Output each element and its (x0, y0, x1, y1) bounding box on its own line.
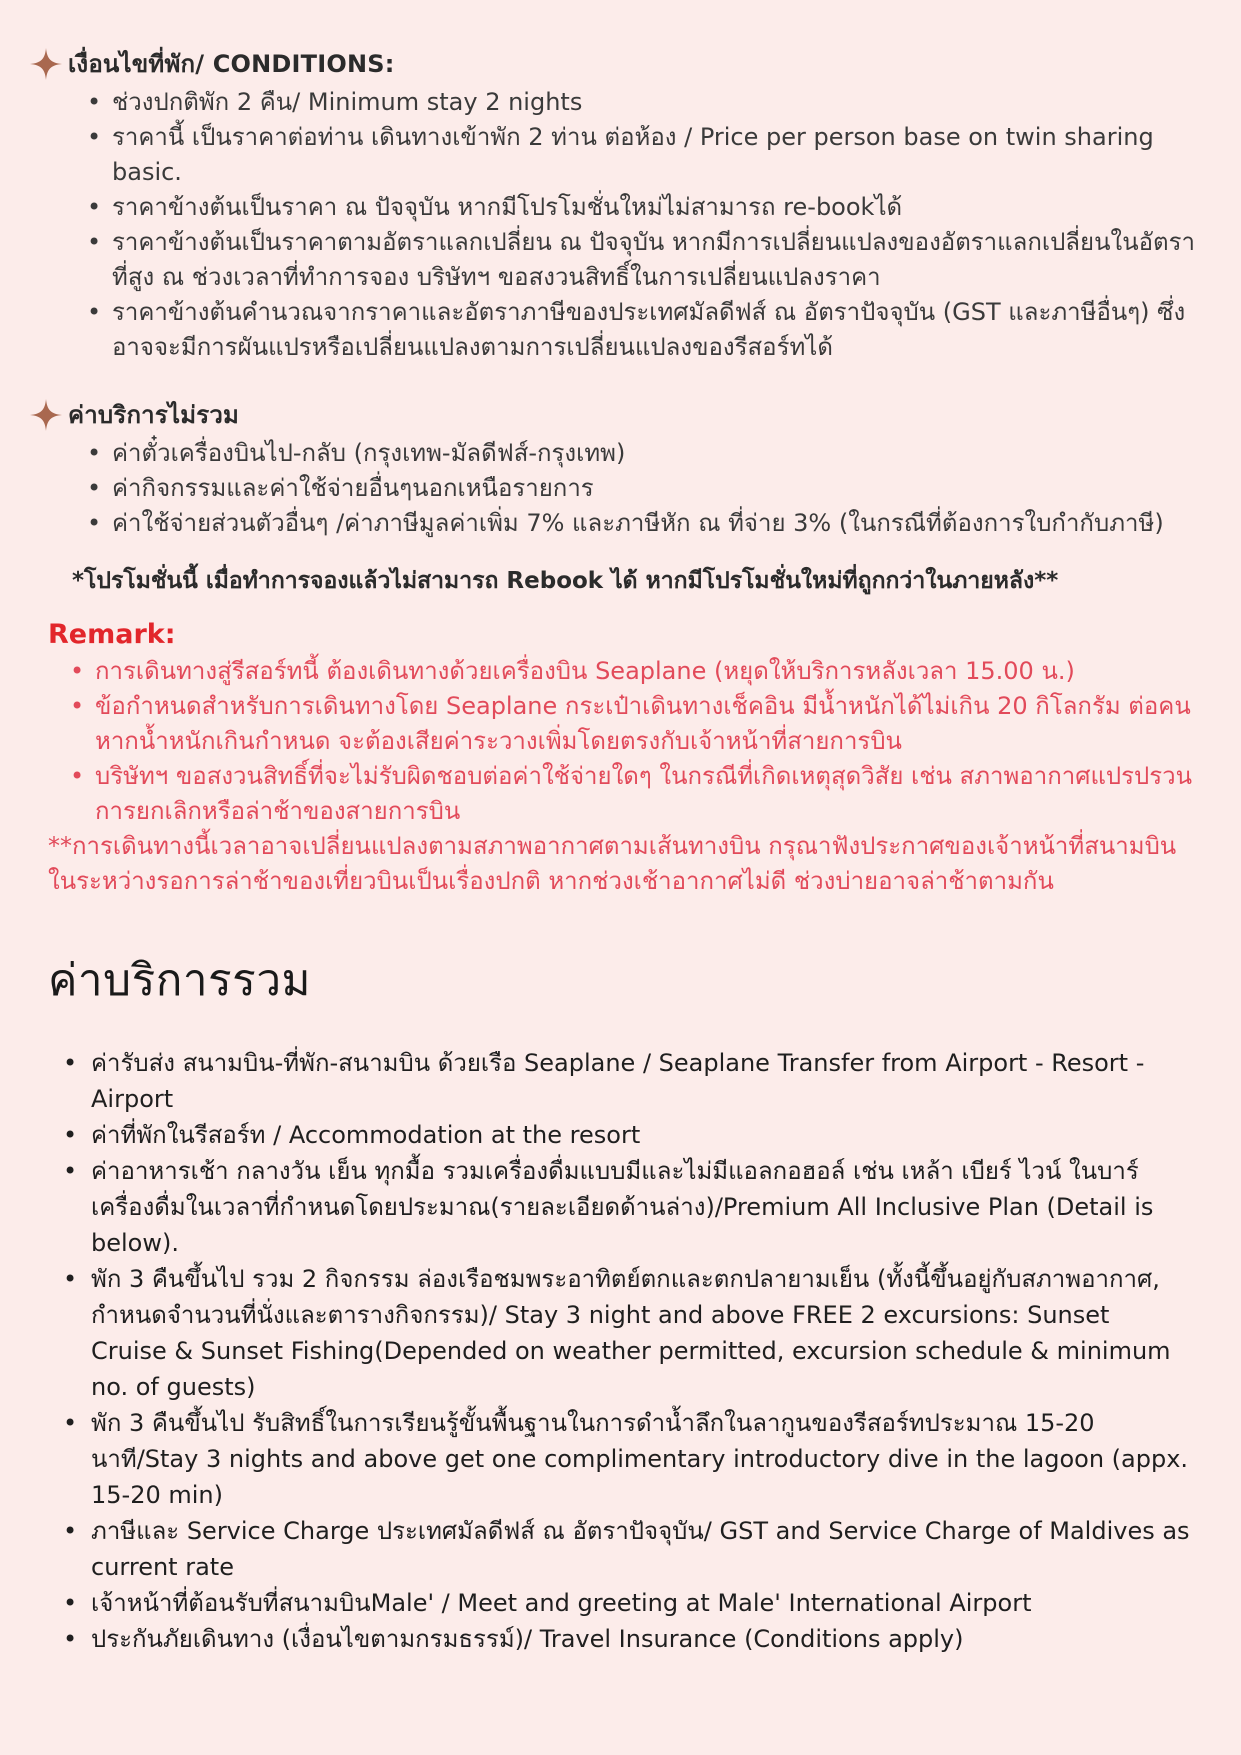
list-item: • ราคานี้ เป็นราคาต่อท่าน เดินทางเข้าพัก 2 ท่าน ต่อห้อง / Price per person base on twin sharing basic. (112, 120, 1201, 190)
list-item: • ราคาข้างต้นเป็นราคา ณ ปัจจุบัน หากมีโปรโมชั่นใหม่ไม่สามารถ re-bookได้ (112, 190, 1201, 225)
list-item: • ภาษีและ Service Charge ประเทศมัลดีฟส์ ณ อัตราปัจจุบัน/ GST and Service Charge of Maldives as current rate (91, 1513, 1201, 1585)
included-title: ค่าบริการรวม (48, 955, 312, 1006)
remark-list (28, 654, 1201, 829)
included-list (28, 1045, 1201, 1657)
excluded-header (28, 395, 1201, 434)
list-item: • ราคาข้างต้นคำนวณจากราคาและอัตราภาษีของประเทศมัลดีฟส์ ณ อัตราปัจจุบัน (GST และภาษีอื่นๆ) ซึ่งอาจจะมีการผันแปรหรือเปลี่ยนแปลงตามการเปลี่ยนแปลงของรีสอร์ทได้ (112, 295, 1201, 365)
excluded-title: ค่าบริการไม่รวม (68, 401, 240, 429)
excluded-list (28, 436, 1201, 541)
conditions-list (28, 85, 1201, 365)
list-item: • ช่วงปกติพัก 2 คืน/ Minimum stay 2 nights (112, 85, 1201, 120)
remark-footnote: **การเดินทางนี้เวลาอาจเปลี่ยนแปลงตามสภาพอากาศตามเส้นทางบิน กรุณาฟังประกาศของเจ้าหน้าที่สนามบินในระหว่างรอการล่าช้าของเที่ยวบินเป็นเรื่องปกติ หากช่วงเช้าอากาศไม่ดี ช่วงบ่ายอาจล่าช้าตามกัน (48, 832, 1177, 895)
list-item: • พัก 3 คืนขึ้นไป รับสิทธิ์ในการเรียนรู้ขั้นพื้นฐานในการดำน้ำลึกในลากูนของรีสอร์ทประมาณ 15-20 นาที/Stay 3 nights and above get one complimentary introductory dive in the lagoon (appx. 15-20 min) (91, 1405, 1201, 1513)
list-item: • ประกันภัยเดินทาง (เงื่อนไขตามกรมธรรม์)/ Travel Insurance (Conditions apply) (91, 1621, 1201, 1657)
sparkle-icon (28, 46, 64, 82)
list-item: • ค่ารับส่ง สนามบิน-ที่พัก-สนามบิน ด้วยเรือ Seaplane / Seaplane Transfer from Airport - Resort - Airport (91, 1045, 1201, 1117)
list-item: • ค่าตั๋วเครื่องบินไป-กลับ (กรุงเทพ-มัลดีฟส์-กรุงเทพ) (112, 436, 1201, 471)
list-item: • เจ้าหน้าที่ต้อนรับที่สนามบินMale' / Meet and greeting at Male' International Airport (91, 1585, 1201, 1621)
conditions-title: เงื่อนไขที่พัก/ CONDITIONS: (68, 50, 395, 78)
list-item: • บริษัทฯ ขอสงวนสิทธิ์ที่จะไม่รับผิดชอบต่อค่าใช้จ่ายใดๆ ในกรณีที่เกิดเหตุสุดวิสัย เช่น สภาพอากาศแปรปรวน การยกเลิกหรือล่าช้าของสายการบิน (95, 759, 1201, 829)
list-item: • ค่ากิจกรรมและค่าใช้จ่ายอื่นๆนอกเหนือรายการ (112, 471, 1201, 506)
list-item: • ค่าอาหารเช้า กลางวัน เย็น ทุกมื้อ รวมเครื่องดื่มแบบมีและไม่มีแอลกอฮอล์ เช่น เหล้า เบียร์ ไวน์ ในบาร์ เครื่องดื่มในเวลาที่กำหนดโดยประมาณ(รายละเอียดด้านล่าง)/Premium All Inclusive Plan (Detail is below). (91, 1153, 1201, 1261)
remark-title: Remark: (48, 619, 176, 650)
list-item: • ค่าที่พักในรีสอร์ท / Accommodation at the resort (91, 1117, 1201, 1153)
list-item: • ค่าใช้จ่ายส่วนตัวอื่นๆ /ค่าภาษีมูลค่าเพิ่ม 7% และภาษีหัก ณ ที่จ่าย 3% (ในกรณีที่ต้องการใบกำกับภาษี) (112, 506, 1201, 541)
list-item: • การเดินทางสู่รีสอร์ทนี้ ต้องเดินทางด้วยเครื่องบิน Seaplane (หยุดให้บริการหลังเวลา 15.00 น.) (95, 654, 1201, 689)
list-item: • ราคาข้างต้นเป็นราคาตามอัตราแลกเปลี่ยน ณ ปัจจุบัน หากมีการเปลี่ยนแปลงของอัตราแลกเปลี่ยนในอัตราที่สูง ณ ช่วงเวลาที่ทำการจอง บริษัทฯ ขอสงวนสิทธิ์ในการเปลี่ยนแปลงราคา (112, 225, 1201, 295)
list-item: • พัก 3 คืนขึ้นไป รวม 2 กิจกรรม ล่องเรือชมพระอาทิตย์ตกและตกปลายามเย็น (ทั้งนี้ขึ้นอยู่กับสภาพอากาศ, กำหนดจำนวนที่นั่งและตารางกิจกรรม)/ Stay 3 night and above FREE 2 excursions: Sunset Cruise & Sunset Fishing(Depended on weather permitted, excursion schedule & minimum no. of guests) (91, 1261, 1201, 1405)
conditions-header (28, 44, 1201, 83)
promo-note: *โปรโมชั่นนี้ เมื่อทำการจองแล้วไม่สามารถ Rebook ได้ หากมีโปรโมชั่นใหม่ที่ถูกกว่าในภายหลัง** (72, 568, 1059, 594)
list-item: • ข้อกำหนดสำหรับการเดินทางโดย Seaplane กระเป๋าเดินทางเช็คอิน มีน้ำหนักได้ไม่เกิน 20 กิโลกรัม ต่อคน หากน้ำหนักเกินกำหนด จะต้องเสียค่าระวางเพิ่มโดยตรงกับเจ้าหน้าที่สายการบิน (95, 689, 1201, 759)
sparkle-icon (28, 397, 64, 433)
